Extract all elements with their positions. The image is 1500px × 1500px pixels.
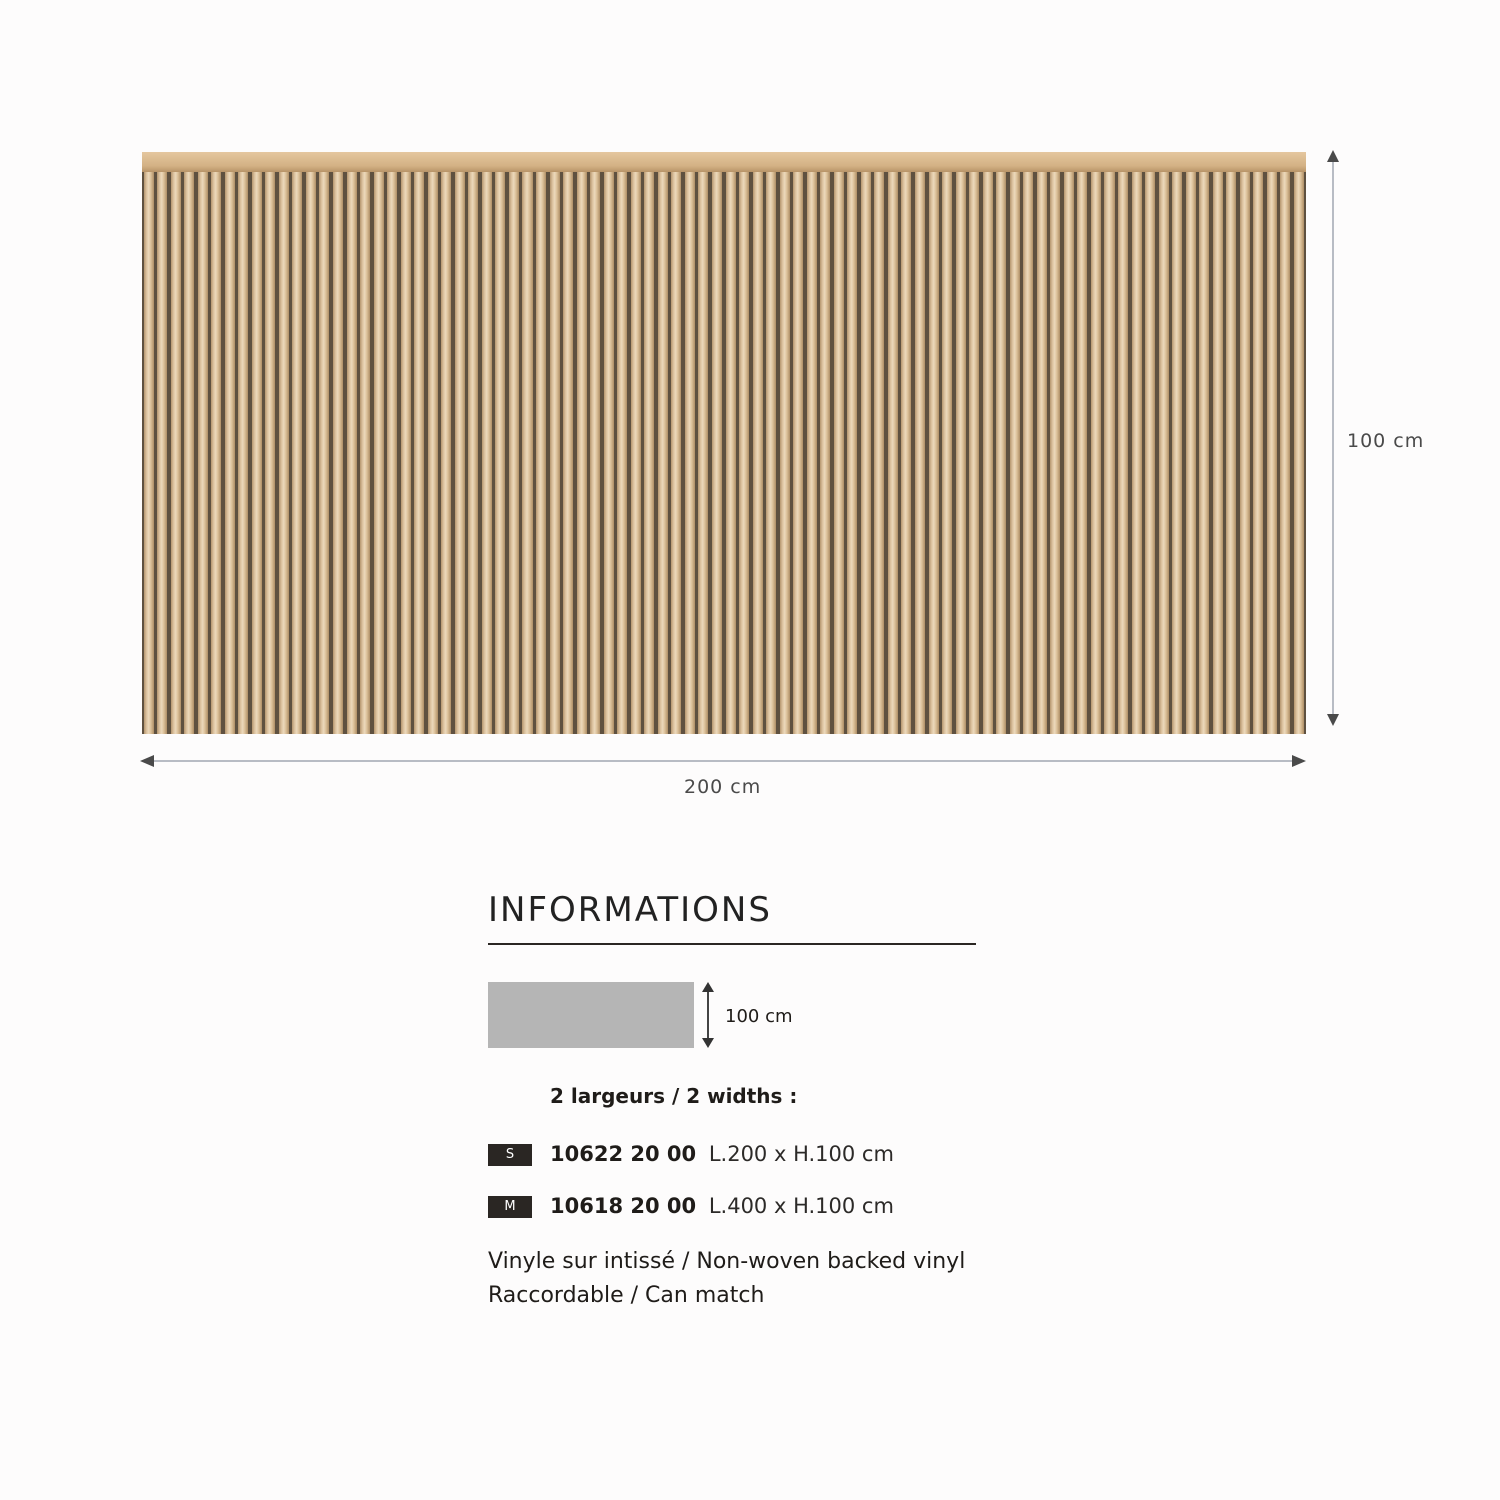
wood-slat bbox=[1280, 172, 1290, 734]
wood-slat bbox=[522, 172, 532, 734]
wood-slat bbox=[1172, 172, 1182, 734]
wood-slat bbox=[1253, 172, 1263, 734]
wood-slat bbox=[766, 172, 776, 734]
wood-slat bbox=[685, 172, 695, 734]
wood-slat bbox=[1077, 172, 1087, 734]
wood-slat bbox=[969, 172, 979, 734]
wood-slat bbox=[793, 172, 803, 734]
wood-slat bbox=[1240, 172, 1250, 734]
wood-slat bbox=[144, 172, 154, 734]
wood-slat bbox=[347, 172, 357, 734]
wood-slat bbox=[617, 172, 627, 734]
wood-slat bbox=[360, 172, 370, 734]
variant-dims-s: L.200 x H.100 cm bbox=[708, 1142, 894, 1166]
wood-slat bbox=[198, 172, 208, 734]
wood-slat bbox=[901, 172, 911, 734]
wood-slat bbox=[874, 172, 884, 734]
width-arrow-right-icon bbox=[1292, 755, 1306, 767]
wood-slat bbox=[265, 172, 275, 734]
swatch-arrow-up-icon bbox=[702, 982, 714, 992]
variant-ref-m: 10618 20 00 bbox=[550, 1194, 697, 1218]
wood-slat bbox=[1010, 172, 1020, 734]
height-arrow-down-icon bbox=[1327, 714, 1339, 726]
wood-slat bbox=[455, 172, 465, 734]
panel-top-rail bbox=[142, 152, 1306, 172]
height-arrow-up-icon bbox=[1327, 150, 1339, 162]
wood-slat bbox=[671, 172, 681, 734]
wood-slat bbox=[942, 172, 952, 734]
match-text: Raccordable / Can match bbox=[488, 1283, 765, 1308]
wood-slat-panel-image bbox=[142, 152, 1306, 734]
wood-slat bbox=[319, 172, 329, 734]
wood-slat bbox=[604, 172, 614, 734]
wood-slat bbox=[1091, 172, 1101, 734]
width-dimension-line bbox=[150, 760, 1296, 762]
wood-slat bbox=[1159, 172, 1169, 734]
wood-slat bbox=[739, 172, 749, 734]
wood-slat bbox=[157, 172, 167, 734]
wood-slat bbox=[1199, 172, 1209, 734]
wood-slat bbox=[509, 172, 519, 734]
wood-slat bbox=[1064, 172, 1074, 734]
wood-slat bbox=[374, 172, 384, 734]
wood-slat bbox=[1213, 172, 1223, 734]
wood-slat bbox=[550, 172, 560, 734]
wood-slat bbox=[238, 172, 248, 734]
wood-slat bbox=[847, 172, 857, 734]
height-dimension-line bbox=[1332, 160, 1334, 716]
info-divider bbox=[488, 943, 976, 945]
wood-slat bbox=[929, 172, 939, 734]
wood-slat bbox=[888, 172, 898, 734]
wood-slat bbox=[1294, 172, 1304, 734]
wood-slat bbox=[1186, 172, 1196, 734]
swatch-height-line bbox=[707, 990, 709, 1040]
wood-slat bbox=[252, 172, 262, 734]
wood-slat bbox=[834, 172, 844, 734]
wood-slat bbox=[292, 172, 302, 734]
variant-dims-m: L.400 x H.100 cm bbox=[708, 1194, 894, 1218]
wood-slat bbox=[1050, 172, 1060, 734]
wood-slat bbox=[590, 172, 600, 734]
roll-swatch bbox=[488, 982, 694, 1048]
wood-slat bbox=[441, 172, 451, 734]
wood-slat bbox=[536, 172, 546, 734]
wood-slat bbox=[658, 172, 668, 734]
wood-slat bbox=[563, 172, 573, 734]
width-label: 200 cm bbox=[684, 776, 762, 798]
wood-slat bbox=[1037, 172, 1047, 734]
swatch-height-label: 100 cm bbox=[725, 1006, 793, 1027]
variant-row-m bbox=[550, 1194, 894, 1218]
wood-slat bbox=[1104, 172, 1114, 734]
wood-slat bbox=[1132, 172, 1142, 734]
variant-row-s bbox=[550, 1142, 894, 1166]
height-label: 100 cm bbox=[1347, 430, 1425, 452]
wood-slat bbox=[915, 172, 925, 734]
wood-slat bbox=[956, 172, 966, 734]
wood-slat bbox=[414, 172, 424, 734]
wood-slat bbox=[1118, 172, 1128, 734]
wood-slat bbox=[644, 172, 654, 734]
size-badge-m: M bbox=[488, 1196, 532, 1218]
size-badge-s: S bbox=[488, 1144, 532, 1166]
wood-slat bbox=[306, 172, 316, 734]
swatch-arrow-down-icon bbox=[702, 1038, 714, 1048]
wood-slat bbox=[225, 172, 235, 734]
wood-slat bbox=[698, 172, 708, 734]
variant-ref-s: 10622 20 00 bbox=[550, 1142, 697, 1166]
wood-slat bbox=[712, 172, 722, 734]
wood-slat bbox=[333, 172, 343, 734]
wood-slat bbox=[1226, 172, 1236, 734]
wood-slat bbox=[211, 172, 221, 734]
wood-slat bbox=[428, 172, 438, 734]
wood-slat bbox=[1023, 172, 1033, 734]
panel-slats bbox=[142, 172, 1306, 734]
material-text: Vinyle sur intissé / Non-woven backed vinyl bbox=[488, 1249, 966, 1274]
wood-slat bbox=[1145, 172, 1155, 734]
wood-slat bbox=[279, 172, 289, 734]
wood-slat bbox=[482, 172, 492, 734]
wood-slat bbox=[807, 172, 817, 734]
wood-slat bbox=[983, 172, 993, 734]
wood-slat bbox=[726, 172, 736, 734]
wood-slat bbox=[1267, 172, 1277, 734]
width-arrow-left-icon bbox=[140, 755, 154, 767]
wood-slat bbox=[631, 172, 641, 734]
wood-slat bbox=[401, 172, 411, 734]
info-title: INFORMATIONS bbox=[488, 890, 772, 930]
wood-slat bbox=[468, 172, 478, 734]
wood-slat bbox=[996, 172, 1006, 734]
wood-slat bbox=[753, 172, 763, 734]
wood-slat bbox=[820, 172, 830, 734]
wood-slat bbox=[171, 172, 181, 734]
wood-slat bbox=[387, 172, 397, 734]
widths-heading: 2 largeurs / 2 widths : bbox=[550, 1084, 798, 1108]
wood-slat bbox=[861, 172, 871, 734]
wood-slat bbox=[495, 172, 505, 734]
wood-slat bbox=[780, 172, 790, 734]
wood-slat bbox=[577, 172, 587, 734]
wood-slat bbox=[184, 172, 194, 734]
